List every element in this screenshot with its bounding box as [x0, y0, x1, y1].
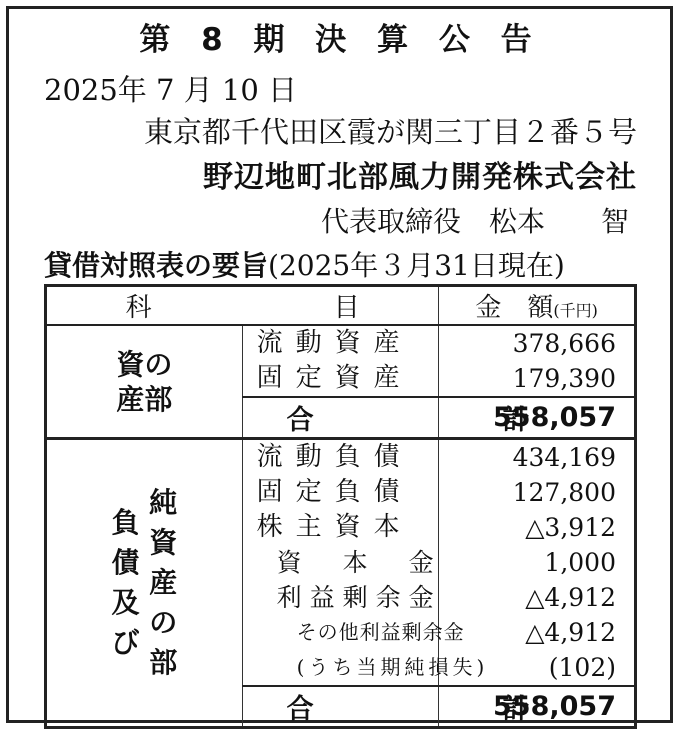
assets-label-line1: 資の	[116, 347, 173, 381]
balance-sheet-table	[44, 284, 637, 729]
line-item-value: (102)	[548, 653, 616, 682]
section-label-char: 及	[111, 586, 140, 619]
line-item-value: 179,390	[512, 364, 616, 393]
line-item-value: 434,169	[512, 443, 616, 472]
liabilities-item-values	[439, 439, 636, 687]
liabilities-row	[46, 439, 636, 687]
balance-sheet-heading	[44, 244, 681, 284]
section-label-char: 純	[149, 486, 178, 519]
section-label-char: 資	[149, 526, 178, 559]
header-amount	[439, 286, 636, 326]
line-item-label: その他利益剰余金	[296, 620, 465, 644]
section-label-char: 負	[111, 506, 140, 539]
line-item-label: 流動資産	[256, 328, 413, 358]
line-item-label: 固定資産	[256, 363, 413, 393]
section-label-char: 債	[111, 546, 140, 579]
line-item-label: (うち当期純損失)	[296, 655, 489, 679]
header-unit: (千円)	[553, 301, 598, 320]
liabilities-total-value: 558,057	[439, 686, 636, 728]
line-item-value: △4,912	[525, 618, 616, 647]
line-item-value: 378,666	[512, 329, 616, 358]
notice-date: 2025年 7 月 10 日	[44, 73, 298, 107]
assets-row	[46, 325, 636, 397]
line-item-value: △4,912	[525, 583, 616, 612]
assets-label-line2: 産部	[116, 382, 173, 416]
assets-total-label: 合 計	[242, 397, 439, 439]
liabilities-label-col1	[111, 503, 139, 663]
notice-title: 第 8 期 決 算 公 告	[139, 22, 542, 58]
liabilities-item-labels	[242, 439, 489, 687]
header-item: 科 目	[46, 286, 439, 326]
balance-sheet-title: 貸借対照表の要旨	[44, 249, 269, 282]
company-address: 東京都千代田区霞が関三丁目２番５号	[143, 115, 637, 149]
line-item-label: 利益剰余金	[276, 583, 442, 612]
table-header-row	[46, 286, 636, 326]
line-item-label: 株主資本	[256, 512, 413, 542]
line-item-label: 資 本 金	[276, 548, 442, 577]
assets-item-values	[439, 325, 636, 397]
balance-sheet-date: (2025年３月31日現在)	[268, 249, 565, 282]
section-label-char: 部	[149, 646, 178, 679]
line-item-label: 流動負債	[256, 442, 413, 472]
assets-total-value: 558,057	[439, 397, 636, 439]
header-amount-label: 金 額	[475, 293, 554, 323]
section-label-char: 産	[149, 566, 178, 599]
company-name: 野辺地町北部風力開発株式会社	[203, 160, 637, 195]
liabilities-section-label	[46, 439, 243, 728]
assets-section-label	[46, 325, 243, 439]
representative: 代表取締役 松本 智	[320, 205, 629, 238]
liabilities-label-col2	[149, 483, 177, 683]
line-item-value: 1,000	[544, 548, 616, 577]
section-label-char: び	[111, 626, 140, 659]
line-item-value: 127,800	[512, 478, 616, 507]
assets-item-labels	[242, 325, 439, 397]
line-item-label: 固定負債	[256, 477, 413, 507]
line-item-value: △3,912	[525, 513, 616, 542]
liabilities-total-label: 合 計	[242, 686, 439, 728]
section-label-char: の	[149, 606, 178, 639]
